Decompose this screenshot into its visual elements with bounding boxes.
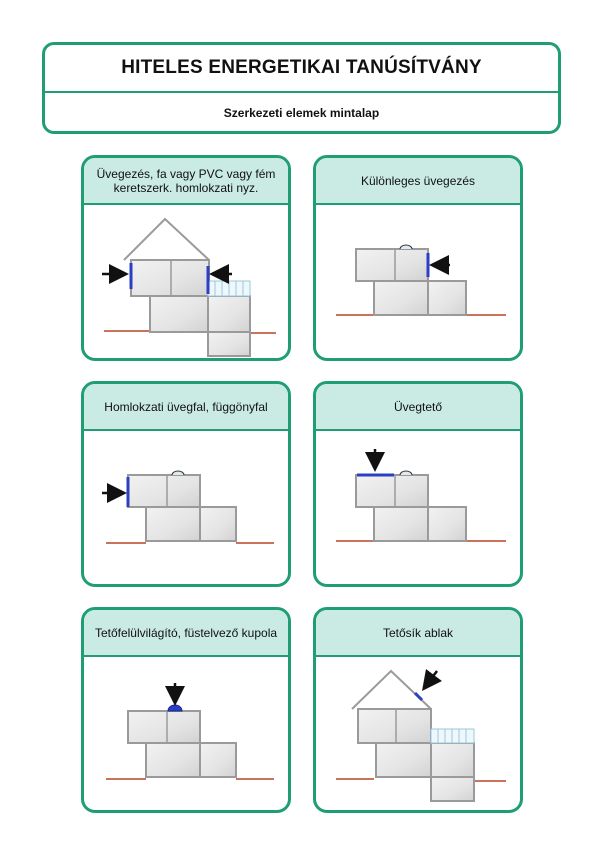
card-label: Homlokzati üvegfal, függönyfal <box>84 384 288 431</box>
card-label: Üvegezés, fa vagy PVC vagy fém keretszerk. homlokzati nyz. <box>84 158 288 205</box>
house-facade-window-illustration <box>84 207 288 359</box>
roof-dome-illustration <box>84 659 288 811</box>
card-label: Különleges üvegezés <box>316 158 520 205</box>
card-roof-window <box>313 607 523 813</box>
curtain-wall-illustration <box>84 433 288 585</box>
card-special-glazing <box>313 155 523 361</box>
card-roof-dome <box>81 607 291 813</box>
roof-window-illustration <box>316 659 520 811</box>
certificate-header <box>42 42 561 134</box>
card-curtain-wall <box>81 381 291 587</box>
glass-roof-illustration <box>316 433 520 585</box>
card-label: Üvegtető <box>316 384 520 431</box>
card-glass-roof <box>313 381 523 587</box>
card-label: Tetősík ablak <box>316 610 520 657</box>
card-facade-glazing <box>81 155 291 361</box>
page-title: HITELES ENERGETIKAI TANÚSÍTVÁNY <box>45 45 558 93</box>
special-glazing-illustration <box>316 207 520 359</box>
page-subtitle: Szerkezeti elemek mintalap <box>223 106 380 120</box>
card-label: Tetőfelülvilágító, füstelvező kupola <box>84 610 288 657</box>
